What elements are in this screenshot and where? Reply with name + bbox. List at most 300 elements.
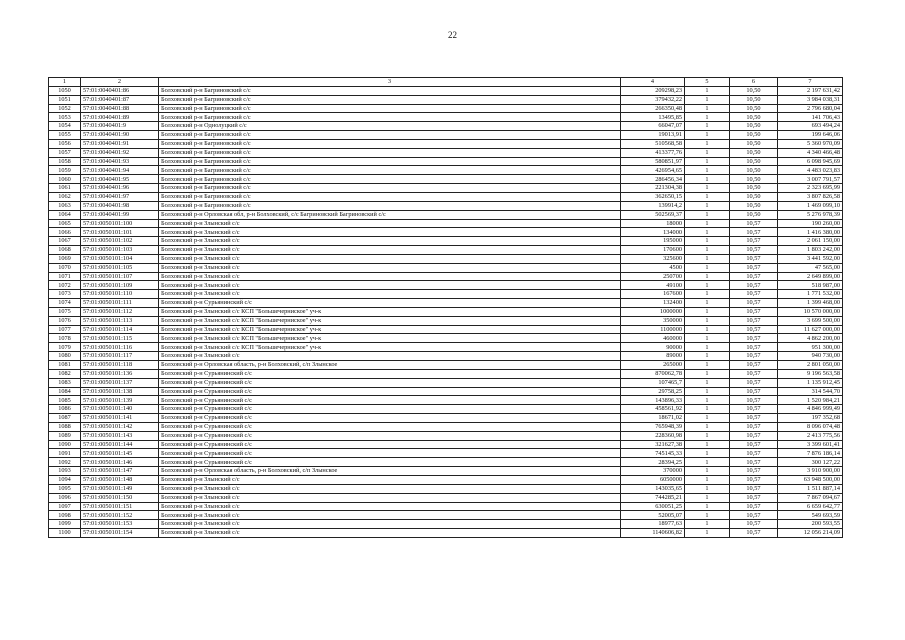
cadastral-number-cell: 57:01:0050101:109 [81, 281, 159, 290]
cadastral-number-cell: 57:01:0050101:105 [81, 263, 159, 272]
coefficient-cell: 1 [685, 343, 730, 352]
address-cell: Болховский р-н Багриновский с/с [159, 95, 621, 104]
table-row [49, 387, 843, 396]
table-row [49, 157, 843, 166]
value-cell: 3 007 791,57 [778, 175, 843, 184]
area-cell: 18977,63 [621, 520, 685, 529]
column-header: 1 [49, 78, 81, 87]
row-number-cell: 1093 [49, 467, 81, 476]
area-cell: 1140606,82 [621, 529, 685, 538]
address-cell: Болховский р-н Злынский с/с [159, 484, 621, 493]
rate-cell: 10,50 [730, 95, 778, 104]
row-number-cell: 1098 [49, 511, 81, 520]
table-row [49, 139, 843, 148]
area-cell: 250700 [621, 272, 685, 281]
table-row [49, 104, 843, 113]
area-cell: 4500 [621, 263, 685, 272]
coefficient-cell: 1 [685, 484, 730, 493]
row-number-cell: 1066 [49, 228, 81, 237]
row-number-cell: 1061 [49, 184, 81, 193]
column-header: 7 [778, 78, 843, 87]
value-cell: 4 862 200,00 [778, 334, 843, 343]
row-number-cell: 1067 [49, 237, 81, 246]
value-cell: 1 511 887,14 [778, 484, 843, 493]
table-row [49, 263, 843, 272]
cadastral-number-cell: 57:01:0040401:94 [81, 166, 159, 175]
coefficient-cell: 1 [685, 290, 730, 299]
cadastral-number-cell: 57:01:0050101:111 [81, 299, 159, 308]
table-row [49, 192, 843, 201]
value-cell: 2 413 775,56 [778, 431, 843, 440]
coefficient-cell: 1 [685, 254, 730, 263]
cadastral-number-cell: 57:01:0040401:91 [81, 139, 159, 148]
cadastral-number-cell: 57:01:0050101:118 [81, 361, 159, 370]
coefficient-cell: 1 [685, 511, 730, 520]
rate-cell: 10,57 [730, 405, 778, 414]
cadastral-number-cell: 57:01:0050101:152 [81, 511, 159, 520]
rate-cell: 10,50 [730, 175, 778, 184]
cadastral-number-cell: 57:01:0050101:137 [81, 378, 159, 387]
address-cell: Болховский р-н Злынский с/с [159, 502, 621, 511]
cadastral-number-cell: 57:01:0050101:142 [81, 422, 159, 431]
area-cell: 89000 [621, 352, 685, 361]
address-cell: Болховский р-н Злынский с/с [159, 352, 621, 361]
rate-cell: 10,57 [730, 343, 778, 352]
cadastral-number-cell: 57:01:0050101:153 [81, 520, 159, 529]
row-number-cell: 1100 [49, 529, 81, 538]
rate-cell: 10,50 [730, 210, 778, 219]
coefficient-cell: 1 [685, 122, 730, 131]
address-cell: Болховский р-н Злынский с/с [159, 237, 621, 246]
cadastral-number-cell: 57:01:0050101:110 [81, 290, 159, 299]
rate-cell: 10,57 [730, 431, 778, 440]
value-cell: 7 876 186,14 [778, 449, 843, 458]
table-row [49, 520, 843, 529]
cadastral-number-cell: 57:01:0050101:112 [81, 307, 159, 316]
cadastral-number-cell: 57:01:0050101:101 [81, 228, 159, 237]
value-cell: 2 801 050,00 [778, 361, 843, 370]
cadastral-number-cell: 57:01:0040401:87 [81, 95, 159, 104]
area-cell: 870062,78 [621, 369, 685, 378]
value-cell: 4 483 023,83 [778, 166, 843, 175]
column-header: 2 [81, 78, 159, 87]
address-cell: Болховский р-н Багриновский с/с [159, 131, 621, 140]
coefficient-cell: 1 [685, 201, 730, 210]
area-cell: 29758,25 [621, 387, 685, 396]
cadastral-number-cell: 57:01:0050101:147 [81, 467, 159, 476]
address-cell: Болховский р-н Злынский с/с [159, 529, 621, 538]
value-cell: 47 565,00 [778, 263, 843, 272]
coefficient-cell: 1 [685, 352, 730, 361]
coefficient-cell: 1 [685, 210, 730, 219]
table-row [49, 175, 843, 184]
row-number-cell: 1063 [49, 201, 81, 210]
table-row [49, 254, 843, 263]
cadastral-number-cell: 57:01:0050101:145 [81, 449, 159, 458]
row-number-cell: 1054 [49, 122, 81, 131]
rate-cell: 10,57 [730, 299, 778, 308]
table-row [49, 237, 843, 246]
area-cell: 107465,7 [621, 378, 685, 387]
area-cell: 170600 [621, 246, 685, 255]
row-number-cell: 1060 [49, 175, 81, 184]
address-cell: Болховский р-н Багриновский с/с [159, 148, 621, 157]
address-cell: Болховский р-н Злынский с/с [159, 219, 621, 228]
cadastral-number-cell: 57:01:0050101:141 [81, 414, 159, 423]
area-cell: 143035,65 [621, 484, 685, 493]
cadastral-number-cell: 57:01:0050101:139 [81, 396, 159, 405]
rate-cell: 10,57 [730, 449, 778, 458]
coefficient-cell: 1 [685, 113, 730, 122]
table-row [49, 210, 843, 219]
row-number-cell: 1070 [49, 263, 81, 272]
row-number-cell: 1056 [49, 139, 81, 148]
row-number-cell: 1080 [49, 352, 81, 361]
coefficient-cell: 1 [685, 334, 730, 343]
table-row [49, 113, 843, 122]
address-cell: Болховский р-н Сурьянинский с/с [159, 458, 621, 467]
coefficient-cell: 1 [685, 369, 730, 378]
coefficient-cell: 1 [685, 228, 730, 237]
coefficient-cell: 1 [685, 520, 730, 529]
table-row [49, 272, 843, 281]
address-cell: Болховский р-н Багриновский с/с [159, 201, 621, 210]
cadastral-number-cell: 57:01:0050101:151 [81, 502, 159, 511]
table-row [49, 334, 843, 343]
rate-cell: 10,57 [730, 361, 778, 370]
land-parcel-table [48, 77, 843, 538]
rate-cell: 10,50 [730, 192, 778, 201]
area-cell: 350000 [621, 316, 685, 325]
address-cell: Болховский р-н Злынский с/с КСП "Большечерниское" уч-к [159, 307, 621, 316]
row-number-cell: 1086 [49, 405, 81, 414]
value-cell: 940 730,00 [778, 352, 843, 361]
coefficient-cell: 1 [685, 95, 730, 104]
table-body [49, 86, 843, 537]
value-cell: 5 276 978,39 [778, 210, 843, 219]
area-cell: 18000 [621, 219, 685, 228]
cadastral-number-cell: 57:01:0040401:9 [81, 122, 159, 131]
table-row [49, 449, 843, 458]
cadastral-number-cell: 57:01:0050101:100 [81, 219, 159, 228]
address-cell: Болховский р-н Злынский с/с КСП "Большечерниское" уч-к [159, 316, 621, 325]
value-cell: 7 867 094,67 [778, 493, 843, 502]
value-cell: 11 627 000,00 [778, 325, 843, 334]
value-cell: 549 693,59 [778, 511, 843, 520]
coefficient-cell: 1 [685, 281, 730, 290]
value-cell: 1 135 912,45 [778, 378, 843, 387]
value-cell: 1 416 380,00 [778, 228, 843, 237]
value-cell: 10 570 000,00 [778, 307, 843, 316]
cadastral-number-cell: 57:01:0050101:143 [81, 431, 159, 440]
row-number-cell: 1076 [49, 316, 81, 325]
row-number-cell: 1082 [49, 369, 81, 378]
area-cell: 167600 [621, 290, 685, 299]
coefficient-cell: 1 [685, 316, 730, 325]
row-number-cell: 1057 [49, 148, 81, 157]
address-cell: Болховский р-н Злынский с/с [159, 246, 621, 255]
address-cell: Болховский р-н Багриновский с/с [159, 86, 621, 95]
area-cell: 744285,21 [621, 493, 685, 502]
address-cell: Болховский р-н Сурьянинский с/с [159, 396, 621, 405]
area-cell: 502569,37 [621, 210, 685, 219]
rate-cell: 10,57 [730, 352, 778, 361]
row-number-cell: 1083 [49, 378, 81, 387]
table-row [49, 422, 843, 431]
value-cell: 3 441 592,00 [778, 254, 843, 263]
coefficient-cell: 1 [685, 475, 730, 484]
row-number-cell: 1094 [49, 475, 81, 484]
cadastral-number-cell: 57:01:0040401:99 [81, 210, 159, 219]
value-cell: 2 796 680,04 [778, 104, 843, 113]
column-header: 6 [730, 78, 778, 87]
rate-cell: 10,57 [730, 290, 778, 299]
value-cell: 1 803 242,00 [778, 246, 843, 255]
value-cell: 197 352,68 [778, 414, 843, 423]
table-row [49, 201, 843, 210]
area-cell: 630051,25 [621, 502, 685, 511]
area-cell: 286456,34 [621, 175, 685, 184]
rate-cell: 10,57 [730, 502, 778, 511]
area-cell: 19013,91 [621, 131, 685, 140]
area-cell: 52005,07 [621, 511, 685, 520]
value-cell: 63 948 500,00 [778, 475, 843, 484]
area-cell: 370000 [621, 467, 685, 476]
row-number-cell: 1065 [49, 219, 81, 228]
cadastral-number-cell: 57:01:0040401:98 [81, 201, 159, 210]
table-row [49, 325, 843, 334]
rate-cell: 10,57 [730, 237, 778, 246]
rate-cell: 10,50 [730, 131, 778, 140]
table-row [49, 166, 843, 175]
area-cell: 580851,97 [621, 157, 685, 166]
area-cell: 325600 [621, 254, 685, 263]
table-row [49, 131, 843, 140]
row-number-cell: 1099 [49, 520, 81, 529]
rate-cell: 10,57 [730, 272, 778, 281]
area-cell: 209298,23 [621, 86, 685, 95]
area-cell: 28394,25 [621, 458, 685, 467]
rate-cell: 10,57 [730, 387, 778, 396]
rate-cell: 10,50 [730, 184, 778, 193]
rate-cell: 10,57 [730, 254, 778, 263]
cadastral-number-cell: 57:01:0050101:113 [81, 316, 159, 325]
cadastral-number-cell: 57:01:0040401:95 [81, 175, 159, 184]
address-cell: Болховский р-н Злынский с/с [159, 263, 621, 272]
rate-cell: 10,57 [730, 414, 778, 423]
rate-cell: 10,57 [730, 396, 778, 405]
table-row [49, 343, 843, 352]
table-row [49, 369, 843, 378]
rate-cell: 10,50 [730, 139, 778, 148]
cadastral-number-cell: 57:01:0040401:93 [81, 157, 159, 166]
address-cell: Болховский р-н Однолуцкий с/с [159, 122, 621, 131]
rate-cell: 10,57 [730, 369, 778, 378]
area-cell: 228360,98 [621, 431, 685, 440]
address-cell: Болховский р-н Сурьянинский с/с [159, 422, 621, 431]
address-cell: Болховский р-н Орловская обл, р-н Болховский, с/с Багриновский Багриновский с/с [159, 210, 621, 219]
coefficient-cell: 1 [685, 139, 730, 148]
coefficient-cell: 1 [685, 431, 730, 440]
row-number-cell: 1069 [49, 254, 81, 263]
rate-cell: 10,57 [730, 325, 778, 334]
column-header: 4 [621, 78, 685, 87]
coefficient-cell: 1 [685, 387, 730, 396]
rate-cell: 10,57 [730, 316, 778, 325]
value-cell: 1 771 532,00 [778, 290, 843, 299]
cadastral-number-cell: 57:01:0050101:136 [81, 369, 159, 378]
row-number-cell: 1090 [49, 440, 81, 449]
address-cell: Болховский р-н Злынский с/с [159, 520, 621, 529]
row-number-cell: 1087 [49, 414, 81, 423]
row-number-cell: 1097 [49, 502, 81, 511]
coefficient-cell: 1 [685, 396, 730, 405]
coefficient-cell: 1 [685, 378, 730, 387]
value-cell: 2 197 631,42 [778, 86, 843, 95]
area-cell: 13495,85 [621, 113, 685, 122]
coefficient-cell: 1 [685, 192, 730, 201]
value-cell: 518 987,00 [778, 281, 843, 290]
rate-cell: 10,57 [730, 467, 778, 476]
area-cell: 195000 [621, 237, 685, 246]
coefficient-cell: 1 [685, 414, 730, 423]
address-cell: Болховский р-н Злынский с/с [159, 254, 621, 263]
address-cell: Болховский р-н Злынский с/с [159, 281, 621, 290]
area-cell: 1000000 [621, 307, 685, 316]
row-number-cell: 1053 [49, 113, 81, 122]
coefficient-cell: 1 [685, 325, 730, 334]
table-row [49, 299, 843, 308]
cadastral-number-cell: 57:01:0040401:88 [81, 104, 159, 113]
row-number-cell: 1052 [49, 104, 81, 113]
coefficient-cell: 1 [685, 148, 730, 157]
address-cell: Болховский р-н Злынский с/с [159, 511, 621, 520]
cadastral-number-cell: 57:01:0050101:140 [81, 405, 159, 414]
coefficient-cell: 1 [685, 166, 730, 175]
table-row [49, 316, 843, 325]
table-row [49, 511, 843, 520]
table-row [49, 122, 843, 131]
coefficient-cell: 1 [685, 307, 730, 316]
value-cell: 141 706,43 [778, 113, 843, 122]
rate-cell: 10,57 [730, 520, 778, 529]
table-row [49, 440, 843, 449]
row-number-cell: 1078 [49, 334, 81, 343]
value-cell: 693 494,24 [778, 122, 843, 131]
row-number-cell: 1088 [49, 422, 81, 431]
coefficient-cell: 1 [685, 175, 730, 184]
value-cell: 3 984 038,31 [778, 95, 843, 104]
address-cell: Болховский р-н Злынский с/с [159, 228, 621, 237]
rate-cell: 10,57 [730, 493, 778, 502]
table-row [49, 484, 843, 493]
row-number-cell: 1050 [49, 86, 81, 95]
address-cell: Болховский р-н Багриновский с/с [159, 166, 621, 175]
row-number-cell: 1077 [49, 325, 81, 334]
rate-cell: 10,57 [730, 484, 778, 493]
coefficient-cell: 1 [685, 246, 730, 255]
value-cell: 9 196 563,58 [778, 369, 843, 378]
coefficient-cell: 1 [685, 405, 730, 414]
rate-cell: 10,57 [730, 458, 778, 467]
table-row [49, 281, 843, 290]
cadastral-number-cell: 57:01:0050101:138 [81, 387, 159, 396]
cadastral-number-cell: 57:01:0050101:148 [81, 475, 159, 484]
coefficient-cell: 1 [685, 157, 730, 166]
cadastral-number-cell: 57:01:0050101:150 [81, 493, 159, 502]
row-number-cell: 1055 [49, 131, 81, 140]
value-cell: 1 469 099,10 [778, 201, 843, 210]
rate-cell: 10,57 [730, 228, 778, 237]
rate-cell: 10,57 [730, 263, 778, 272]
cadastral-number-cell: 57:01:0040401:92 [81, 148, 159, 157]
value-cell: 6 098 945,69 [778, 157, 843, 166]
coefficient-cell: 1 [685, 184, 730, 193]
cadastral-number-cell: 57:01:0050101:154 [81, 529, 159, 538]
cadastral-number-cell: 57:01:0040401:86 [81, 86, 159, 95]
table-row [49, 219, 843, 228]
row-number-cell: 1071 [49, 272, 81, 281]
row-number-cell: 1051 [49, 95, 81, 104]
address-cell: Болховский р-н Сурьянинский с/с [159, 405, 621, 414]
cadastral-number-cell: 57:01:0050101:144 [81, 440, 159, 449]
cadastral-number-cell: 57:01:0050101:102 [81, 237, 159, 246]
value-cell: 5 360 970,09 [778, 139, 843, 148]
address-cell: Болховский р-н Орловская область, р-н Болховский, с/п Злынское [159, 361, 621, 370]
coefficient-cell: 1 [685, 529, 730, 538]
value-cell: 12 056 214,09 [778, 529, 843, 538]
value-cell: 4 340 466,48 [778, 148, 843, 157]
value-cell: 200 593,55 [778, 520, 843, 529]
area-cell: 413377,76 [621, 148, 685, 157]
row-number-cell: 1079 [49, 343, 81, 352]
table-row [49, 405, 843, 414]
coefficient-cell: 1 [685, 104, 730, 113]
cadastral-number-cell: 57:01:0050101:114 [81, 325, 159, 334]
column-header: 3 [159, 78, 621, 87]
coefficient-cell: 1 [685, 361, 730, 370]
value-cell: 3 910 900,00 [778, 467, 843, 476]
address-cell: Болховский р-н Сурьянинский с/с [159, 387, 621, 396]
area-cell: 18671,02 [621, 414, 685, 423]
table-row [49, 458, 843, 467]
row-number-cell: 1062 [49, 192, 81, 201]
table-row [49, 246, 843, 255]
rate-cell: 10,57 [730, 246, 778, 255]
row-number-cell: 1072 [49, 281, 81, 290]
value-cell: 314 544,70 [778, 387, 843, 396]
coefficient-cell: 1 [685, 272, 730, 281]
area-cell: 1100000 [621, 325, 685, 334]
value-cell: 2 061 150,00 [778, 237, 843, 246]
area-cell: 265000 [621, 361, 685, 370]
column-header: 5 [685, 78, 730, 87]
coefficient-cell: 1 [685, 449, 730, 458]
area-cell: 510568,58 [621, 139, 685, 148]
row-number-cell: 1064 [49, 210, 81, 219]
cadastral-number-cell: 57:01:0050101:104 [81, 254, 159, 263]
cadastral-number-cell: 57:01:0050101:107 [81, 272, 159, 281]
table-row [49, 352, 843, 361]
coefficient-cell: 1 [685, 263, 730, 272]
value-cell: 2 323 695,99 [778, 184, 843, 193]
area-cell: 221304,38 [621, 184, 685, 193]
rate-cell: 10,57 [730, 475, 778, 484]
area-cell: 745145,33 [621, 449, 685, 458]
rate-cell: 10,57 [730, 281, 778, 290]
coefficient-cell: 1 [685, 502, 730, 511]
area-cell: 6050000 [621, 475, 685, 484]
